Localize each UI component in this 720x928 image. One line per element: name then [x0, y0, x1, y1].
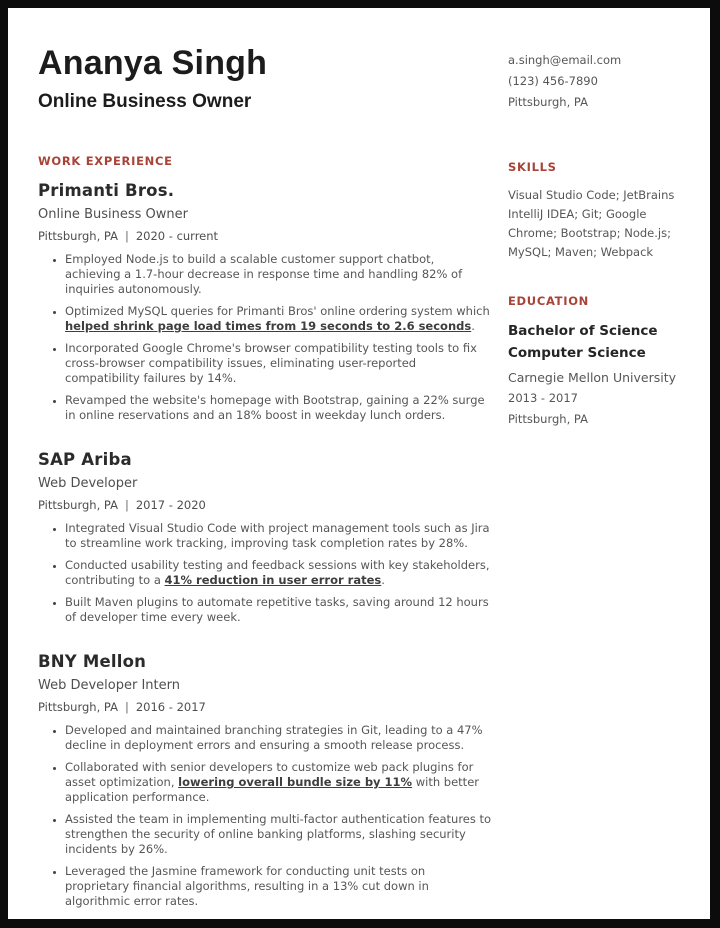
contact-block	[508, 50, 698, 113]
job-role: Web Developer	[38, 476, 138, 491]
side-column	[508, 8, 698, 430]
education-school: Carnegie Mellon University	[508, 370, 677, 385]
main-column	[38, 8, 492, 916]
job-separator: |	[124, 700, 129, 714]
job-bullet: • Assisted the team in implementing multi-factor authentication features to strengthen the security of online banking platforms, slashing security incidents by 26%.	[65, 812, 492, 857]
bullet-highlight: 41% reduction in user error rates	[164, 573, 382, 587]
bullet-highlight: lowering overall bundle size by 11%	[178, 775, 413, 789]
job-bullets	[38, 521, 492, 625]
job-bullet: • Integrated Visual Studio Code with project management tools such as Jira to streamline work tracking, improving task completion rates by 28%.	[65, 521, 492, 551]
job-meta	[38, 498, 492, 512]
education-location: Pittsburgh, PA	[508, 412, 588, 426]
job-bullet: • Leveraged the Jasmine framework for conducting unit tests on proprietary financial algorithms, resulting in a 13% cut down in algorithmic error rates.	[65, 864, 492, 909]
job-location: Pittsburgh, PA	[38, 700, 118, 714]
contact-email: a.singh@email.com	[508, 53, 622, 67]
job-bullet: • Employed Node.js to build a scalable customer support chatbot, achieving a 1.7-hour decrease in response time and handling 82% of inquiries autonomously.	[65, 252, 492, 297]
work-experience-heading: WORK EXPERIENCE	[38, 154, 173, 168]
job-meta	[38, 700, 492, 714]
job-company: SAP Ariba	[38, 450, 132, 469]
contact-phone: (123) 456-7890	[508, 74, 598, 88]
job-dates: 2016 - 2017	[135, 700, 206, 714]
job-company: Primanti Bros.	[38, 181, 175, 200]
education-degree: Bachelor of Science	[508, 323, 658, 339]
job-location: Pittsburgh, PA	[38, 498, 118, 512]
resume-page	[8, 8, 710, 919]
bullet-highlight: helped shrink page load times from 19 seconds to 2.6 seconds	[65, 319, 472, 333]
contact-location: Pittsburgh, PA	[508, 95, 588, 109]
education-heading: EDUCATION	[508, 294, 590, 308]
job-bullets	[38, 252, 492, 423]
job-bullet: • Revamped the website's homepage with Bootstrap, gaining a 22% surge in online reservations and an 18% boost in weekday lunch orders.	[65, 393, 492, 423]
job-bullets	[38, 723, 492, 909]
jobs-list	[38, 181, 492, 909]
job-bullet: • Conducted usability testing and feedback sessions with key stakeholders, contributing to a 41% reduction in user error rates.	[65, 558, 492, 588]
candidate-name: Ananya Singh	[38, 44, 268, 82]
job-role: Web Developer Intern	[38, 678, 180, 693]
job-dates: 2017 - 2020	[135, 498, 206, 512]
job-bullet: • Developed and maintained branching strategies in Git, leading to a 47% decline in deployment errors and ensuring a smooth release process.	[65, 723, 492, 753]
job-company: BNY Mellon	[38, 652, 147, 671]
skills-text: Visual Studio Code; JetBrains IntelliJ IDEA; Git; Google Chrome; Bootstrap; Node.js; MySQL; Maven; Webpack	[508, 188, 675, 259]
job-separator: |	[124, 229, 129, 243]
job-separator: |	[124, 498, 129, 512]
job-entry	[38, 450, 492, 625]
job-bullet: • Collaborated with senior developers to customize web pack plugins for asset optimization, lowering overall bundle size by 11% with better application performance.	[65, 760, 492, 805]
education-major: Computer Science	[508, 345, 646, 361]
job-role: Online Business Owner	[38, 207, 188, 222]
job-bullet: • Incorporated Google Chrome's browser compatibility testing tools to fix cross-browser compatibility issues, eliminating user-reported compatibility failures by 14%.	[65, 341, 492, 386]
job-entry	[38, 652, 492, 909]
job-location: Pittsburgh, PA	[38, 229, 118, 243]
job-bullet: • Optimized MySQL queries for Primanti Bros' online ordering system which helped shrink page load times from 19 seconds to 2.6 seconds.	[65, 304, 492, 334]
candidate-title: Online Business Owner	[38, 91, 252, 112]
skills-heading: SKILLS	[508, 160, 557, 174]
job-meta	[38, 229, 492, 243]
job-bullet: • Built Maven plugins to automate repetitive tasks, saving around 12 hours of developer time every week.	[65, 595, 492, 625]
job-dates: 2020 - current	[135, 229, 219, 243]
education-dates: 2013 - 2017	[508, 391, 578, 405]
job-entry	[38, 181, 492, 423]
